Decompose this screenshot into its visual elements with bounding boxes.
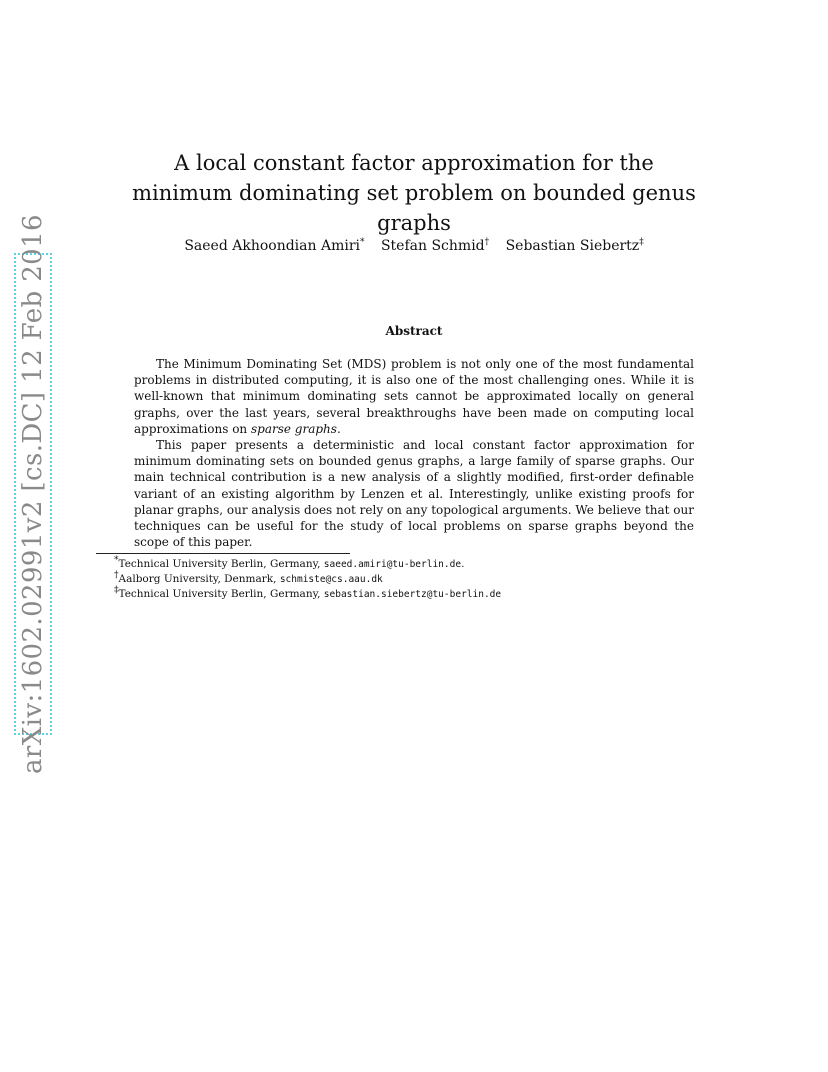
abstract-paragraph-2: This paper presents a deterministic and local constant factor approximation for minimum dominating sets on bounded genus graphs, a large family of sparse graphs. Our main technical contribution is a new analysis of a slightly modified, first-order definable variant of an existing algorithm by Lenzen et al. Interestingly, unlike existing proofs for planar graphs, our analysis does not rely on any topological arguments. We believe that our techniques can be useful for the study of local problems on sparse graphs beyond the scope of this paper. (134, 438, 694, 550)
abstract-paragraph-1 (134, 356, 694, 437)
footnote-rule (96, 553, 350, 554)
author-name: Saeed Akhoondian Amiri (184, 238, 361, 254)
arxiv-identifier: arXiv:1602.02991v2 [cs.DC] 12 Feb 2016 (18, 214, 48, 774)
abstract-body (134, 356, 694, 550)
footnote-affiliation: Technical University Berlin, Germany, (118, 588, 324, 600)
footnote-email[interactable]: sebastian.siebertz@tu-berlin.de (323, 589, 502, 600)
footnotes (114, 557, 714, 602)
footnote-mark: * (114, 555, 119, 566)
author-list (100, 238, 728, 254)
author-2 (381, 238, 489, 254)
footnote-2 (114, 572, 714, 587)
footnote-email[interactable]: saeed.amiri@tu-berlin.de (323, 559, 462, 570)
author-name: Stefan Schmid (380, 238, 485, 254)
author-footnote-mark: † (484, 237, 490, 248)
author-name: Sebastian Siebertz (505, 238, 640, 254)
abstract-text: The Minimum Dominating Set (MDS) problem is not only one of the most fundamental problems in distributed computing, it is also one of the most challenging ones. While it is well-known that minimum dominating sets cannot be approximated locally on general graphs, over the last years, several breakthroughs have been made on computing local approximations on (134, 357, 694, 436)
title-line-2: minimum dominating set problem on bounded genus graphs (132, 181, 696, 235)
title-line-1: A local constant factor approximation for the (174, 151, 654, 175)
footnote-affiliation: Technical University Berlin, Germany, (118, 558, 324, 570)
footnote-email[interactable]: schmiste@cs.aau.dk (279, 574, 383, 585)
author-3 (506, 238, 644, 254)
author-footnote-mark: ‡ (639, 237, 644, 248)
footnote-mark: ‡ (114, 585, 119, 596)
abstract-text: . (336, 421, 341, 436)
abstract-heading: Abstract (385, 324, 443, 338)
footnote-mark: † (114, 570, 119, 581)
author-footnote-mark: * (360, 237, 365, 248)
footnote-punct: . (461, 558, 465, 570)
footnote-affiliation: Aalborg University, Denmark, (118, 573, 280, 585)
abstract-emphasis: sparse graphs (250, 421, 337, 436)
author-1 (184, 238, 364, 254)
footnote-1 (114, 557, 714, 572)
footnote-3 (114, 587, 714, 602)
paper-title (100, 148, 728, 238)
